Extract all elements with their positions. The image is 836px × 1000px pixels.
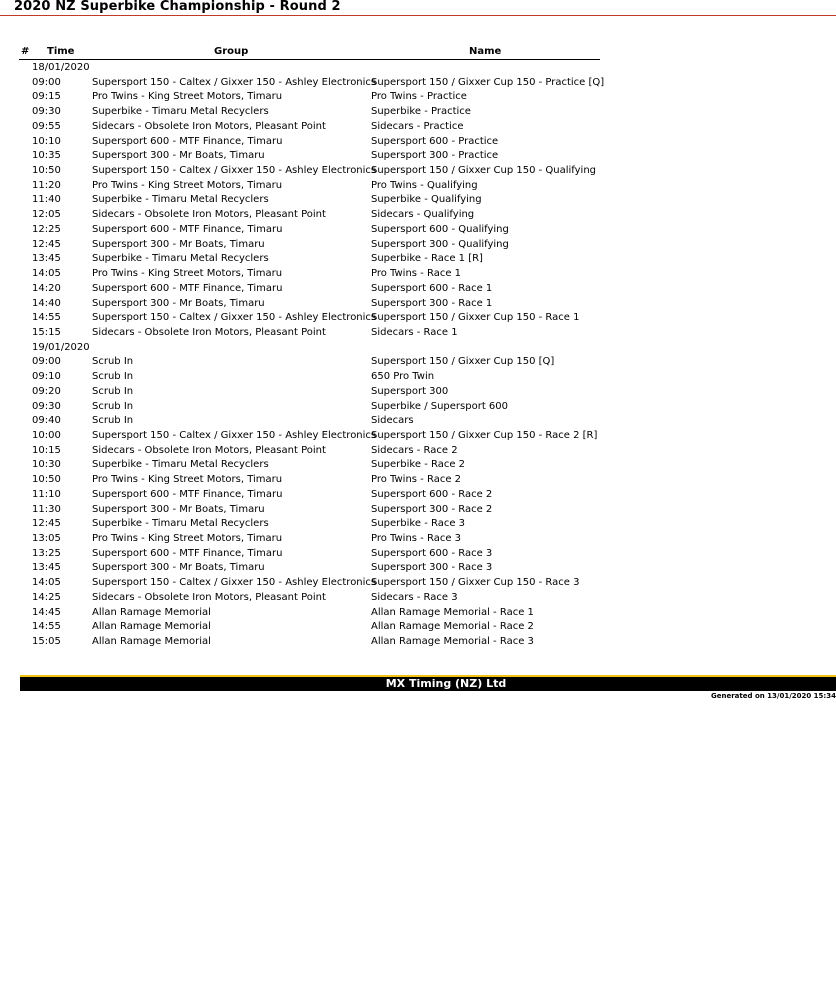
session-time: 09:00 (32, 76, 61, 88)
session-name: Supersport 600 - Race 2 (371, 488, 493, 500)
session-name: Superbike - Practice (371, 106, 471, 118)
session-name: Supersport 150 / Gixxer Cup 150 - Race 1 (371, 312, 580, 324)
generated-timestamp: Generated on 13/01/2020 15:34 (711, 692, 836, 700)
schedule-row (0, 90, 836, 105)
session-name: Superbike / Supersport 600 (371, 400, 509, 412)
session-name: Pro Twins - Practice (371, 91, 467, 103)
schedule-row (0, 370, 836, 385)
session-time: 11:20 (32, 179, 61, 191)
session-time: 14:45 (32, 606, 61, 618)
schedule-row (0, 326, 836, 341)
schedule-row (0, 120, 836, 135)
day-date: 18/01/2020 (32, 62, 90, 73)
schedule-row (0, 193, 836, 208)
session-name: Allan Ramage Memorial - Race 3 (371, 636, 534, 648)
session-time: 09:55 (32, 120, 61, 132)
session-name: Supersport 150 / Gixxer Cup 150 - Race 2 [R] (371, 429, 598, 441)
header-divider (19, 59, 600, 60)
column-header-group: Group (214, 46, 249, 57)
session-group: Sidecars - Obsolete Iron Motors, Pleasant Point (92, 120, 326, 132)
schedule-row (0, 635, 836, 650)
session-group: Pro Twins - King Street Motors, Timaru (92, 179, 283, 191)
session-name: Supersport 150 / Gixxer Cup 150 - Qualifying (371, 165, 597, 177)
schedule-row (0, 503, 836, 518)
session-time: 10:50 (32, 165, 61, 177)
session-name: Supersport 600 - Race 1 (371, 282, 493, 294)
session-time: 14:20 (32, 282, 61, 294)
session-time: 09:10 (32, 371, 61, 383)
schedule-row (0, 488, 836, 503)
session-group: Scrub In (92, 415, 134, 427)
session-group: Supersport 150 - Caltex / Gixxer 150 - Ashley Electronics (92, 577, 377, 589)
session-group: Supersport 150 - Caltex / Gixxer 150 - Ashley Electronics (92, 76, 377, 88)
session-group: Superbike - Timaru Metal Recyclers (92, 518, 269, 530)
session-name: Supersport 300 (371, 385, 449, 397)
session-time: 12:45 (32, 238, 61, 250)
session-name: Allan Ramage Memorial - Race 1 (371, 606, 534, 618)
session-time: 10:10 (32, 135, 61, 147)
session-name: Supersport 150 / Gixxer Cup 150 - Practice [Q] (371, 76, 605, 88)
schedule-row (0, 252, 836, 267)
session-time: 10:00 (32, 429, 61, 441)
session-name: Supersport 150 / Gixxer Cup 150 - Race 3 (371, 577, 580, 589)
session-name: Pro Twins - Race 3 (371, 533, 462, 544)
session-name: Supersport 600 - Practice (371, 135, 499, 147)
session-group: Supersport 600 - MTF Finance, Timaru (92, 282, 283, 294)
session-name: Sidecars (371, 415, 414, 427)
session-time: 12:25 (32, 223, 61, 235)
schedule-row (0, 105, 836, 120)
schedule-row (0, 385, 836, 400)
session-name: Supersport 300 - Race 3 (371, 562, 493, 574)
session-name: Pro Twins - Race 2 (371, 474, 462, 486)
session-time: 15:05 (32, 636, 61, 648)
schedule-row (0, 311, 836, 326)
session-group: Supersport 300 - Mr Boats, Timaru (92, 503, 265, 515)
session-time: 11:40 (32, 194, 61, 206)
session-time: 13:05 (32, 533, 61, 544)
session-time: 10:15 (32, 444, 61, 456)
session-group: Superbike - Timaru Metal Recyclers (92, 106, 269, 118)
date-row (0, 341, 836, 356)
session-name: Superbike - Race 3 (371, 518, 466, 530)
footer-company: MX Timing (NZ) Ltd (385, 677, 507, 690)
session-name: Supersport 300 - Practice (371, 150, 499, 162)
session-time: 14:25 (32, 591, 61, 603)
schedule-row (0, 517, 836, 532)
schedule-row (0, 267, 836, 282)
schedule-row (0, 135, 836, 150)
column-header-time: Time (47, 46, 75, 57)
session-time: 13:45 (32, 562, 61, 574)
session-group: Superbike - Timaru Metal Recyclers (92, 194, 269, 206)
session-time: 14:55 (32, 312, 61, 324)
session-time: 14:05 (32, 268, 61, 280)
session-group: Pro Twins - King Street Motors, Timaru (92, 91, 283, 103)
session-time: 09:40 (32, 415, 61, 427)
session-name: Sidecars - Qualifying (371, 209, 475, 221)
session-group: Supersport 600 - MTF Finance, Timaru (92, 223, 283, 235)
session-group: Supersport 300 - Mr Boats, Timaru (92, 297, 265, 309)
session-time: 09:00 (32, 356, 61, 368)
session-group: Pro Twins - King Street Motors, Timaru (92, 268, 283, 280)
session-time: 09:30 (32, 400, 61, 412)
session-group: Supersport 600 - MTF Finance, Timaru (92, 547, 283, 559)
schedule-row (0, 414, 836, 429)
session-time: 12:45 (32, 518, 61, 530)
schedule-row (0, 429, 836, 444)
session-time: 10:35 (32, 150, 61, 162)
session-time: 14:55 (32, 621, 61, 633)
schedule-row (0, 576, 836, 591)
session-name: Supersport 300 - Race 2 (371, 503, 493, 515)
session-name: Superbike - Race 1 [R] (371, 253, 483, 265)
session-group: Supersport 150 - Caltex / Gixxer 150 - Ashley Electronics (92, 429, 377, 441)
schedule-row (0, 400, 836, 415)
session-time: 09:30 (32, 106, 61, 118)
session-group: Supersport 600 - MTF Finance, Timaru (92, 488, 283, 500)
session-name: Sidecars - Race 1 (371, 326, 458, 338)
session-time: 11:10 (32, 488, 61, 500)
session-group: Supersport 600 - MTF Finance, Timaru (92, 135, 283, 147)
session-group: Pro Twins - King Street Motors, Timaru (92, 533, 283, 544)
column-header-number: # (21, 46, 30, 57)
session-time: 13:45 (32, 253, 61, 265)
session-name: Supersport 600 - Qualifying (371, 223, 509, 235)
schedule-row (0, 297, 836, 312)
schedule-row (0, 620, 836, 635)
schedule-row (0, 223, 836, 238)
session-time: 14:40 (32, 297, 61, 309)
session-group: Sidecars - Obsolete Iron Motors, Pleasant Point (92, 591, 326, 603)
session-name: Pro Twins - Race 1 (371, 268, 462, 280)
session-time: 14:05 (32, 577, 61, 589)
date-row (0, 61, 836, 76)
session-name: Pro Twins - Qualifying (371, 179, 478, 191)
session-group: Sidecars - Obsolete Iron Motors, Pleasant Point (92, 209, 326, 221)
session-time: 11:30 (32, 503, 61, 515)
schedule-row (0, 547, 836, 562)
session-name: 650 Pro Twin (371, 371, 435, 383)
schedule-row (0, 149, 836, 164)
session-group: Scrub In (92, 356, 134, 368)
session-group: Allan Ramage Memorial (92, 621, 211, 633)
footer-bar (20, 677, 836, 691)
session-name: Supersport 150 / Gixxer Cup 150 [Q] (371, 356, 555, 368)
schedule-row (0, 473, 836, 488)
session-group: Supersport 300 - Mr Boats, Timaru (92, 562, 265, 574)
schedule-row (0, 561, 836, 576)
session-name: Superbike - Race 2 (371, 459, 466, 471)
session-time: 13:25 (32, 547, 61, 559)
session-name: Sidecars - Race 2 (371, 444, 458, 456)
schedule-table (0, 61, 836, 650)
title-divider (0, 15, 836, 16)
column-header-name: Name (469, 46, 502, 57)
session-time: 10:50 (32, 474, 61, 486)
schedule-row (0, 208, 836, 223)
session-group: Sidecars - Obsolete Iron Motors, Pleasant Point (92, 326, 326, 338)
session-time: 12:05 (32, 209, 61, 221)
schedule-row (0, 76, 836, 91)
schedule-row (0, 282, 836, 297)
session-time: 10:30 (32, 459, 61, 471)
session-group: Pro Twins - King Street Motors, Timaru (92, 474, 283, 486)
session-name: Allan Ramage Memorial - Race 2 (371, 621, 534, 633)
session-group: Supersport 300 - Mr Boats, Timaru (92, 150, 265, 162)
session-time: 09:15 (32, 91, 61, 103)
session-name: Sidecars - Race 3 (371, 591, 458, 603)
session-group: Scrub In (92, 371, 134, 383)
session-name: Sidecars - Practice (371, 120, 464, 132)
session-time: 15:15 (32, 326, 61, 338)
schedule-row (0, 532, 836, 547)
schedule-row (0, 458, 836, 473)
session-group: Superbike - Timaru Metal Recyclers (92, 253, 269, 265)
session-group: Sidecars - Obsolete Iron Motors, Pleasant Point (92, 444, 326, 456)
session-group: Supersport 300 - Mr Boats, Timaru (92, 238, 265, 250)
page-title: 2020 NZ Superbike Championship - Round 2 (14, 0, 341, 14)
session-name: Superbike - Qualifying (371, 194, 482, 206)
session-group: Supersport 150 - Caltex / Gixxer 150 - Ashley Electronics (92, 165, 377, 177)
schedule-row (0, 606, 836, 621)
schedule-row (0, 238, 836, 253)
schedule-row (0, 444, 836, 459)
session-name: Supersport 300 - Race 1 (371, 297, 493, 309)
schedule-row (0, 179, 836, 194)
session-name: Supersport 300 - Qualifying (371, 238, 509, 250)
session-group: Allan Ramage Memorial (92, 636, 211, 648)
session-group: Allan Ramage Memorial (92, 606, 211, 618)
session-name: Supersport 600 - Race 3 (371, 547, 493, 559)
schedule-row (0, 164, 836, 179)
session-group: Scrub In (92, 385, 134, 397)
session-group: Supersport 150 - Caltex / Gixxer 150 - Ashley Electronics (92, 312, 377, 324)
schedule-row (0, 591, 836, 606)
schedule-row (0, 355, 836, 370)
session-group: Scrub In (92, 400, 134, 412)
session-time: 09:20 (32, 385, 61, 397)
day-date: 19/01/2020 (32, 341, 90, 353)
session-group: Superbike - Timaru Metal Recyclers (92, 459, 269, 471)
